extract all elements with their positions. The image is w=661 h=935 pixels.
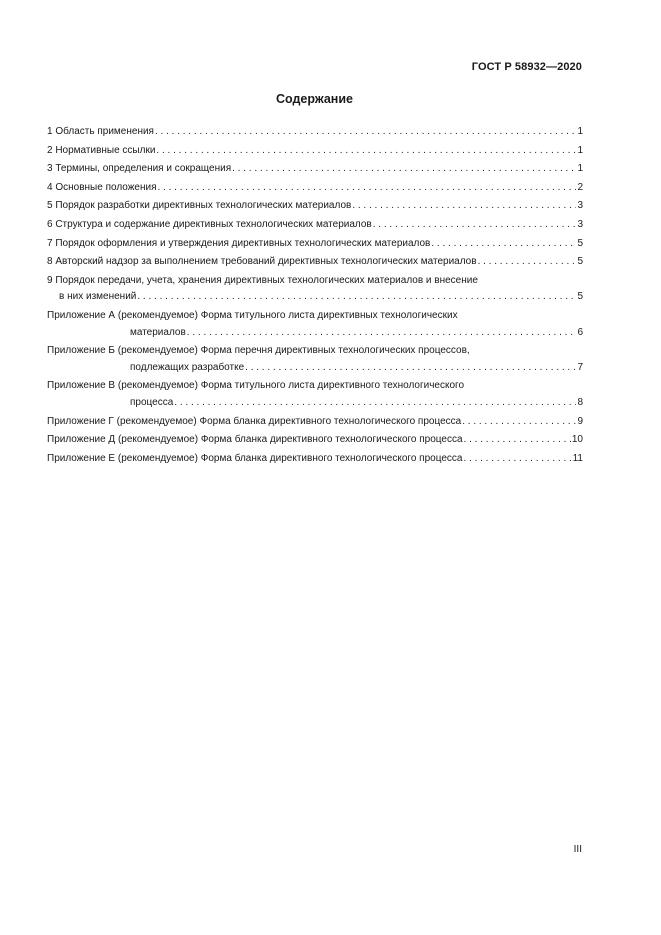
- toc-entry-text: Приложение Б (рекомендуемое) Форма перечня директивных технологических процессов,: [47, 345, 470, 357]
- toc-entry-2[interactable]: [47, 143, 583, 160]
- toc-entry-appendix-g[interactable]: [47, 414, 583, 431]
- toc-entry-text: Приложение Д (рекомендуемое) Форма бланка директивного технологического процесса: [47, 434, 463, 446]
- toc-entry-text: Приложение В (рекомендуемое) Форма титульного листа директивного технологического: [47, 380, 465, 392]
- toc-page-number: 10: [571, 434, 583, 446]
- toc-leader: [232, 161, 576, 178]
- toc-entry-text: 3 Термины, определения и сокращения: [47, 163, 232, 175]
- toc-entry-text: 5 Порядок разработки директивных технологических материалов: [47, 200, 352, 212]
- toc-leader: [156, 143, 576, 160]
- toc-entry-3[interactable]: [47, 161, 583, 178]
- toc-entry-appendix-d[interactable]: [47, 432, 583, 449]
- toc-entry-appendix-b[interactable]: [47, 343, 583, 376]
- toc-leader: [187, 325, 577, 342]
- toc-entry-text: 2 Нормативные ссылки: [47, 144, 156, 156]
- toc-page-number: 8: [577, 396, 583, 408]
- toc-page-number: 5: [577, 291, 583, 303]
- toc-page-number: 6: [577, 326, 583, 338]
- toc-page-number: 9: [577, 415, 583, 427]
- toc-page-number: 3: [577, 218, 583, 230]
- page-number: III: [573, 844, 582, 855]
- toc-page-number: 11: [572, 452, 583, 464]
- document-code: ГОСТ Р 58932—2020: [471, 61, 582, 73]
- toc-entry-appendix-v[interactable]: [47, 378, 583, 411]
- toc-entry-9[interactable]: [47, 273, 583, 306]
- toc-entry-text: 1 Область применения: [47, 126, 154, 137]
- toc-entry-text: 4 Основные положения: [47, 181, 157, 193]
- toc-entry-6[interactable]: [47, 217, 583, 234]
- toc-leader: [464, 432, 571, 449]
- toc-entry-text: 6 Структура и содержание директивных технологических материалов: [47, 218, 372, 230]
- toc-leader: [158, 180, 577, 197]
- toc-leader: [431, 236, 576, 253]
- toc-page-number: 3: [577, 200, 583, 212]
- toc-entry-5[interactable]: [47, 198, 583, 215]
- toc-leader: [373, 217, 577, 234]
- toc-entry-1[interactable]: [47, 124, 583, 141]
- toc-entry-8[interactable]: [47, 254, 583, 271]
- toc-entry-text: Приложение А (рекомендуемое) Форма титульного листа директивных технологических: [47, 309, 458, 321]
- toc-page-number: 1: [577, 126, 583, 137]
- toc-entry-text-continued: в них изменений: [59, 291, 137, 303]
- toc-page-number: 1: [577, 144, 583, 156]
- toc-leader: [174, 395, 576, 412]
- toc-entry-text-continued: подлежащих разработке: [130, 361, 245, 373]
- toc-entry-7[interactable]: [47, 236, 583, 253]
- toc-entry-text: 9 Порядок передачи, учета, хранения директивных технологических материалов и внесение: [47, 274, 478, 286]
- toc-leader: [155, 124, 576, 141]
- toc-entry-text-continued: материалов: [130, 326, 186, 338]
- toc-leader: [463, 451, 571, 468]
- toc-page-number: 2: [577, 181, 583, 193]
- toc-title: Содержание: [275, 92, 353, 106]
- toc-entry-text: 8 Авторский надзор за выполнением требований директивных технологических материалов: [47, 256, 477, 268]
- toc-leader: [245, 360, 576, 377]
- toc-entry-text-continued: процесса: [130, 396, 174, 408]
- toc-entry-text: 7 Порядок оформления и утверждения директивных технологических материалов: [47, 237, 431, 249]
- toc-page-number: 7: [577, 361, 583, 373]
- toc-entry-text: Приложение Е (рекомендуемое) Форма бланка директивного технологического процесса: [47, 452, 463, 464]
- toc-entry-appendix-e[interactable]: [47, 451, 583, 468]
- toc-leader: [137, 289, 576, 306]
- toc-entry-text: Приложение Г (рекомендуемое) Форма бланка директивного технологического процесса: [47, 415, 462, 427]
- toc-entry-4[interactable]: [47, 180, 583, 197]
- toc-leader: [352, 198, 576, 215]
- toc-page-number: 5: [577, 237, 583, 249]
- table-of-contents: [47, 124, 583, 469]
- toc-page-number: 5: [577, 256, 583, 268]
- toc-leader: [478, 254, 577, 271]
- toc-entry-appendix-a[interactable]: [47, 308, 583, 341]
- toc-page-number: 1: [577, 163, 583, 175]
- toc-leader: [462, 414, 576, 431]
